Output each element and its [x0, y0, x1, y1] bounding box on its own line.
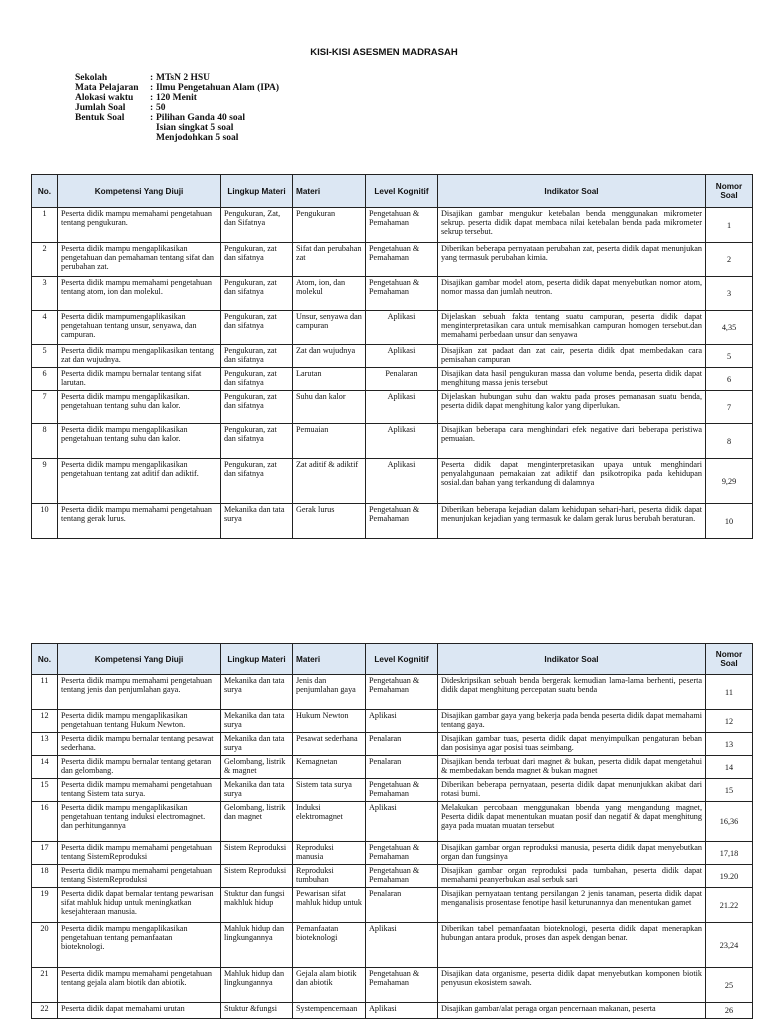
- school-info: [75, 73, 279, 143]
- cell-level: Aplikasi: [366, 345, 438, 368]
- cell-level: Penalaran: [366, 368, 438, 391]
- info-colon: :: [150, 113, 154, 123]
- cell-indikator: Disajikan gambar/alat peraga organ pencernaan makanan, peserta: [438, 1003, 706, 1019]
- cell-indikator: Disajikan benda terbuat dari magnet & bukan, peserta didik dapat mengetahui & membedakan benda magnet & bukan magnet: [438, 756, 706, 779]
- cell-nomor: 25: [706, 968, 753, 1003]
- cell-level: Penalaran: [366, 756, 438, 779]
- cell-level: Aplikasi: [366, 391, 438, 424]
- cell-kompetensi: Peserta didik mampu mengaplikasikan tentang zat dan wujudnya.: [58, 345, 221, 368]
- table-row: [32, 424, 753, 459]
- cell-kompetensi: Peserta didik mampu mengaplikasikan pengetahuan tentang Hukum Newton.: [58, 710, 221, 733]
- header-indikator: Indikator Soal: [438, 175, 706, 208]
- info-row: [75, 113, 279, 123]
- cell-kompetensi: Peserta didik mampu bernalar tentang getaran dan gelombang.: [58, 756, 221, 779]
- cell-no: 18: [32, 865, 58, 888]
- cell-level: Pengetahuan & Pemahaman: [366, 277, 438, 311]
- cell-kompetensi: Peserta didik mampu memahami pengetahuan tentang SistemReproduksi: [58, 865, 221, 888]
- cell-kompetensi: Peserta didik mampu bernalar tentang sifat larutan.: [58, 368, 221, 391]
- info-row: [75, 93, 279, 103]
- table-row: [32, 311, 753, 345]
- header-level: Level Kognitif: [366, 175, 438, 208]
- cell-level: Penalaran: [366, 888, 438, 923]
- info-label: Bentuk Soal: [75, 113, 125, 123]
- cell-nomor: 12: [706, 710, 753, 733]
- cell-materi: Systempencernaan: [293, 1003, 366, 1019]
- cell-no: 15: [32, 779, 58, 802]
- cell-level: Pengetahuan & Pemahaman: [366, 243, 438, 277]
- cell-level: Pengetahuan & Pemahaman: [366, 865, 438, 888]
- cell-materi: Pemanfaatan bioteknologi: [293, 923, 366, 968]
- header-level: Level Kognitif: [366, 644, 438, 675]
- cell-no: 21: [32, 968, 58, 1003]
- header-kompetensi: Kompetensi Yang Diuji: [58, 644, 221, 675]
- cell-no: 10: [32, 504, 58, 539]
- cell-kompetensi: Peserta didik mampu bernalar tentang pesawat sederhana.: [58, 733, 221, 756]
- cell-indikator: Melakukan percobaan menggunakan bbenda yang mengandung magnet, Peserta didik dapat menentukan muatan posif dan negatif & dapat menghitung gaya pada muatan muatan tersebut: [438, 802, 706, 842]
- cell-lingkup: Pengukuran, Zat, dan Sifatnya: [221, 208, 293, 243]
- cell-materi: Suhu dan kalor: [293, 391, 366, 424]
- cell-lingkup: Sistem Reproduksi: [221, 865, 293, 888]
- table-row: [32, 802, 753, 842]
- cell-indikator: Diberikan beberapa pernyataan, peserta didik dapat menunjukkan akibat dari rotasi bumi.: [438, 779, 706, 802]
- table-row: [32, 733, 753, 756]
- cell-level: Aplikasi: [366, 802, 438, 842]
- cell-materi: Zat dan wujudnya: [293, 345, 366, 368]
- cell-materi: Reproduksi manusia: [293, 842, 366, 865]
- cell-indikator: Disajikan data hasil pengukuran massa dan volume benda, peserta didik dapat menghitung massa jenis tersebut: [438, 368, 706, 391]
- table-row: [32, 345, 753, 368]
- info-colon: :: [150, 83, 154, 93]
- cell-lingkup: Mekanika dan tata surya: [221, 504, 293, 539]
- info-value: Ilmu Pengetahuan Alam (IPA): [156, 83, 280, 93]
- cell-no: 19: [32, 888, 58, 923]
- cell-no: 6: [32, 368, 58, 391]
- cell-indikator: Diberikan tabel pemanfaatan bioteknologi, peserta didik dapat menerapkan hubungan antara produk, proses dan aspek dengan benar.: [438, 923, 706, 968]
- cell-nomor: 5: [706, 345, 753, 368]
- cell-no: 5: [32, 345, 58, 368]
- cell-no: 16: [32, 802, 58, 842]
- info-colon: :: [150, 93, 154, 103]
- table-row: [32, 968, 753, 1003]
- cell-level: Aplikasi: [366, 311, 438, 345]
- cell-materi: Sistem tata surya: [293, 779, 366, 802]
- cell-no: 7: [32, 391, 58, 424]
- cell-nomor: 11: [706, 675, 753, 710]
- info-label: Jumlah Soal: [75, 103, 126, 113]
- cell-level: Pengetahuan & Pemahaman: [366, 504, 438, 539]
- cell-nomor: 2: [706, 243, 753, 277]
- cell-kompetensi: Peserta didik mampu mengaplikasikan pengetahuan tentang pemanfaatan bioteknologi.: [58, 923, 221, 968]
- cell-level: Aplikasi: [366, 710, 438, 733]
- cell-level: Pengetahuan & Pemahaman: [366, 968, 438, 1003]
- header-materi: Materi: [293, 175, 366, 208]
- cell-lingkup: Pengukuran, zat dan sifatnya: [221, 459, 293, 504]
- info-row: [75, 123, 279, 133]
- cell-indikator: Disajikan gambar organ reproduksi manusia, peserta didik dapat menyebutkan organ dan fungsinya: [438, 842, 706, 865]
- cell-materi: Gejala alam biotik dan abiotik: [293, 968, 366, 1003]
- cell-no: 8: [32, 424, 58, 459]
- cell-lingkup: Stuktur dan fungsi makhluk hidup: [221, 888, 293, 923]
- table-row: [32, 923, 753, 968]
- cell-kompetensi: Peserta didik mampu memahami pengetahuan tentang jenis dan penjumlahan gaya.: [58, 675, 221, 710]
- cell-level: Pengetahuan & Pemahaman: [366, 675, 438, 710]
- table-row: [32, 208, 753, 243]
- cell-nomor: 9,29: [706, 459, 753, 504]
- cell-kompetensi: Peserta didik mampu mengaplikasikan pengetahuan dan pemahaman tentang sifat dan perubahan zat.: [58, 243, 221, 277]
- cell-materi: Gerak lurus: [293, 504, 366, 539]
- cell-no: 14: [32, 756, 58, 779]
- cell-kompetensi: Peserta didik mampu mengaplikasikan. pengetahuan tentang suhu dan kalor.: [58, 391, 221, 424]
- table-row: [32, 865, 753, 888]
- cell-nomor: 7: [706, 391, 753, 424]
- cell-no: 20: [32, 923, 58, 968]
- cell-materi: Jenis dan penjumlahan gaya: [293, 675, 366, 710]
- table-header-row: [32, 175, 753, 208]
- cell-kompetensi: Peserta didik dapat memahami urutan: [58, 1003, 221, 1019]
- cell-level: Pengetahuan & Pemahaman: [366, 779, 438, 802]
- cell-no: 2: [32, 243, 58, 277]
- table-row: [32, 277, 753, 311]
- cell-lingkup: Pengukuran, zat dan sifatnya: [221, 345, 293, 368]
- table-row: [32, 504, 753, 539]
- header-kompetensi: Kompetensi Yang Diuji: [58, 175, 221, 208]
- cell-indikator: Disajikan gambar model atom, peserta didik dapat menyebutkan nomor atom, nomor massa dan jumlah neutron.: [438, 277, 706, 311]
- header-lingkup: Lingkup Materi: [221, 644, 293, 675]
- info-row: [75, 103, 279, 113]
- cell-indikator: Disajikan pernyataan tentang persilangan 2 jenis tanaman, peserta didik dapat menganalisis prosentase fenotipe hasil keturunannya dan menentukan gamet: [438, 888, 706, 923]
- cell-indikator: Disajikan gambar tuas, peserta didik dapat menyimpulkan pengaturan beban dan posisinya agar posisi tuas seimbang.: [438, 733, 706, 756]
- info-row: [75, 133, 279, 143]
- table-row: [32, 368, 753, 391]
- table-row: [32, 1003, 753, 1019]
- info-row: [75, 83, 279, 93]
- info-label: Sekolah: [75, 73, 108, 83]
- cell-no: 22: [32, 1003, 58, 1019]
- cell-indikator: Diberikan beberapa pernyataan perubahan zat, peserta didik dapat menunjukan yang termasuk perubahan kimia.: [438, 243, 706, 277]
- header-no: No.: [32, 644, 58, 675]
- cell-nomor: 21.22: [706, 888, 753, 923]
- cell-kompetensi: Peserta didik mampu memahami pengetahuan tentang pengukuran.: [58, 208, 221, 243]
- cell-nomor: 13: [706, 733, 753, 756]
- cell-nomor: 23,24: [706, 923, 753, 968]
- cell-indikator: Disajikan data organisme, peserta didik dapat menyebutkan komponen biotik penyusun ekosistem sawah.: [438, 968, 706, 1003]
- cell-kompetensi: Peserta didik mampu memahami pengetahuan tentang SistemReproduksi: [58, 842, 221, 865]
- cell-lingkup: Gelombang, listrik & magnet: [221, 756, 293, 779]
- info-label: [75, 133, 150, 143]
- cell-lingkup: Pengukuran, zat dan sifatnya: [221, 277, 293, 311]
- cell-lingkup: Pengukuran, zat dan sifatnya: [221, 311, 293, 345]
- cell-materi: Unsur, senyawa dan campuran: [293, 311, 366, 345]
- cell-nomor: 3: [706, 277, 753, 311]
- cell-nomor: 6: [706, 368, 753, 391]
- cell-nomor: 14: [706, 756, 753, 779]
- info-colon: :: [150, 103, 154, 113]
- header-indikator: Indikator Soal: [438, 644, 706, 675]
- cell-nomor: 10: [706, 504, 753, 539]
- info-row: [75, 73, 279, 83]
- cell-lingkup: Sistem Reproduksi: [221, 842, 293, 865]
- cell-materi: Pesawat sederhana: [293, 733, 366, 756]
- cell-indikator: Disajikan gambar mengukur ketebalan benda menggunakan mikrometer sekrup. peserta didik dapat membaca nilai ketebalan benda pada mikrometer sekrup tersebut.: [438, 208, 706, 243]
- cell-no: 13: [32, 733, 58, 756]
- cell-lingkup: Gelombang, listrik dan magnet: [221, 802, 293, 842]
- info-label: Alokasi waktu: [75, 93, 134, 103]
- cell-no: 11: [32, 675, 58, 710]
- cell-indikator: Disajikan beberapa cara menghindari efek negative dari beberapa peristiwa pemuaian.: [438, 424, 706, 459]
- cell-lingkup: Mahluk hidup dan lingkungannya: [221, 968, 293, 1003]
- cell-no: 4: [32, 311, 58, 345]
- cell-kompetensi: Peserta didik mampumengaplikasikan pengetahuan tentang unsur, senyawa, dan campuran.: [58, 311, 221, 345]
- cell-nomor: 26: [706, 1003, 753, 1019]
- table-row: [32, 842, 753, 865]
- cell-indikator: Peserta didik dapat menginterpretasikan upaya untuk menghindari penyalahgunaan pemakaian zat adiktif dan psikotropika pada kehidupan sosial.dan bahan yang terkandung di dalamnya: [438, 459, 706, 504]
- table-header-row: [32, 644, 753, 675]
- cell-lingkup: Pengukuran, zat dan sifatnya: [221, 368, 293, 391]
- cell-kompetensi: Peserta didik mampu memahami pengetahuan tentang gerak lurus.: [58, 504, 221, 539]
- table-row: [32, 756, 753, 779]
- info-value: 120 Menit: [156, 93, 197, 103]
- cell-materi: Zat aditif & adiktif: [293, 459, 366, 504]
- cell-materi: Pemuaian: [293, 424, 366, 459]
- table-row: [32, 391, 753, 424]
- cell-nomor: 1: [706, 208, 753, 243]
- info-value: Menjodohkan 5 soal: [156, 133, 239, 143]
- header-no: No.: [32, 175, 58, 208]
- cell-level: Pengetahuan & Pemahaman: [366, 208, 438, 243]
- table-row: [32, 888, 753, 923]
- cell-level: Aplikasi: [366, 923, 438, 968]
- cell-materi: Reproduksi tumbuhan: [293, 865, 366, 888]
- kisi-table-1: [31, 174, 753, 539]
- table-row: [32, 779, 753, 802]
- cell-materi: Hukum Newton: [293, 710, 366, 733]
- info-value: MTsN 2 HSU: [156, 73, 211, 83]
- table-row: [32, 243, 753, 277]
- cell-lingkup: Mekanika dan tata surya: [221, 779, 293, 802]
- cell-level: Aplikasi: [366, 424, 438, 459]
- cell-indikator: Disajikan gambar gaya yang bekerja pada benda peserta didik dapat memahami tentang gaya.: [438, 710, 706, 733]
- cell-level: Penalaran: [366, 733, 438, 756]
- cell-kompetensi: Peserta didik mampu mengaplikasikan pengetahuan tentang zat aditif dan adiktif.: [58, 459, 221, 504]
- table-row: [32, 710, 753, 733]
- cell-no: 12: [32, 710, 58, 733]
- cell-lingkup: Mekanika dan tata surya: [221, 675, 293, 710]
- info-colon: :: [150, 73, 154, 83]
- info-label: Mata Pelajaran: [75, 83, 139, 93]
- info-value: Isian singkat 5 soal: [156, 123, 234, 133]
- info-value: 50: [156, 103, 166, 113]
- cell-indikator: Dijelaskan hubungan suhu dan waktu pada proses pemanasan suatu benda, peserta didik dapat menghitung kalor yang diperlukan.: [438, 391, 706, 424]
- cell-indikator: Disajikan zat padaat dan zat cair, peserta didik dpat membedakan cara pemisahan campuran: [438, 345, 706, 368]
- cell-materi: Pewarisan sifat mahluk hidup untuk: [293, 888, 366, 923]
- cell-level: Pengetahuan & Pemahaman: [366, 842, 438, 865]
- cell-kompetensi: Peserta didik mampu mengaplikasikan pengetahuan tentang induksi electromagnet. dan perhitungannya: [58, 802, 221, 842]
- cell-nomor: 19.20: [706, 865, 753, 888]
- cell-no: 17: [32, 842, 58, 865]
- header-nomor: Nomor Soal: [706, 644, 753, 675]
- cell-lingkup: Stuktur &fungsi: [221, 1003, 293, 1019]
- info-value: Pilihan Ganda 40 soal: [156, 113, 245, 123]
- document-title: KISI-KISI ASESMEN MADRASAH: [310, 47, 458, 58]
- cell-kompetensi: Peserta didik dapat bernalar tentang pewarisan sifat mahluk hidup untuk meningkatkan kesejahteraan manusia.: [58, 888, 221, 923]
- cell-materi: Atom, ion, dan molekul: [293, 277, 366, 311]
- cell-materi: Kemagnetan: [293, 756, 366, 779]
- cell-level: Aplikasi: [366, 459, 438, 504]
- header-nomor: Nomor Soal: [706, 175, 753, 208]
- cell-nomor: 17,18: [706, 842, 753, 865]
- cell-kompetensi: Peserta didik mampu memahami pengetahuan tentang atom, ion dan molekul.: [58, 277, 221, 311]
- cell-materi: Pengukuran: [293, 208, 366, 243]
- cell-no: 9: [32, 459, 58, 504]
- table-row: [32, 675, 753, 710]
- cell-materi: Induksi elektromagnet: [293, 802, 366, 842]
- cell-indikator: Dijelaskan sebuah fakta tentang suatu campuran, peserta didik dapat menginterpretasikan cara untuk memisahkan campuran homogen tersebut.dan memahami perbedaan unsur dan senyawa: [438, 311, 706, 345]
- table-row: [32, 459, 753, 504]
- cell-nomor: 16,36: [706, 802, 753, 842]
- cell-kompetensi: Peserta didik mampu memahami pengetahuan tentang gejala alam biotik dan abiotik.: [58, 968, 221, 1003]
- cell-nomor: 8: [706, 424, 753, 459]
- info-label: [75, 123, 150, 133]
- cell-level: Aplikasi: [366, 1003, 438, 1019]
- cell-lingkup: Pengukuran, zat dan sifatnya: [221, 424, 293, 459]
- cell-kompetensi: Peserta didik mampu mengaplikasikan pengetahuan tentang suhu dan kalor.: [58, 424, 221, 459]
- cell-materi: Larutan: [293, 368, 366, 391]
- cell-lingkup: Mekanika dan tata surya: [221, 710, 293, 733]
- cell-indikator: Diberikan beberapa kejadian dalam kehidupan sehari-hari, peserta didik dapat menunjukan kejadian yang termasuk ke dalam gerak lurus berubah beraturan.: [438, 504, 706, 539]
- cell-materi: Sifat dan perubahan zat: [293, 243, 366, 277]
- cell-indikator: Disajikan gambar organ reproduksi pada tumbahan, peserta didik dapat memahami peanyerbukan asal serbuk sari: [438, 865, 706, 888]
- cell-nomor: 15: [706, 779, 753, 802]
- kisi-table-2: [31, 643, 753, 1019]
- cell-kompetensi: Peserta didik mampu memahami pengetahuan tentang Sistem tata surya.: [58, 779, 221, 802]
- cell-lingkup: Mekanika dan tata surya: [221, 733, 293, 756]
- cell-lingkup: Mahluk hidup dan lingkungannya: [221, 923, 293, 968]
- cell-no: 1: [32, 208, 58, 243]
- cell-lingkup: Pengukuran, zat dan sifatnya: [221, 243, 293, 277]
- header-lingkup: Lingkup Materi: [221, 175, 293, 208]
- header-materi: Materi: [293, 644, 366, 675]
- cell-lingkup: Pengukuran, zat dan sifatnya: [221, 391, 293, 424]
- cell-no: 3: [32, 277, 58, 311]
- cell-indikator: Dideskripsikan sebuah benda bergerak kemudian lama-lama berhenti, peserta didik dapat menghitung percepatan suatu benda: [438, 675, 706, 710]
- cell-nomor: 4,35: [706, 311, 753, 345]
